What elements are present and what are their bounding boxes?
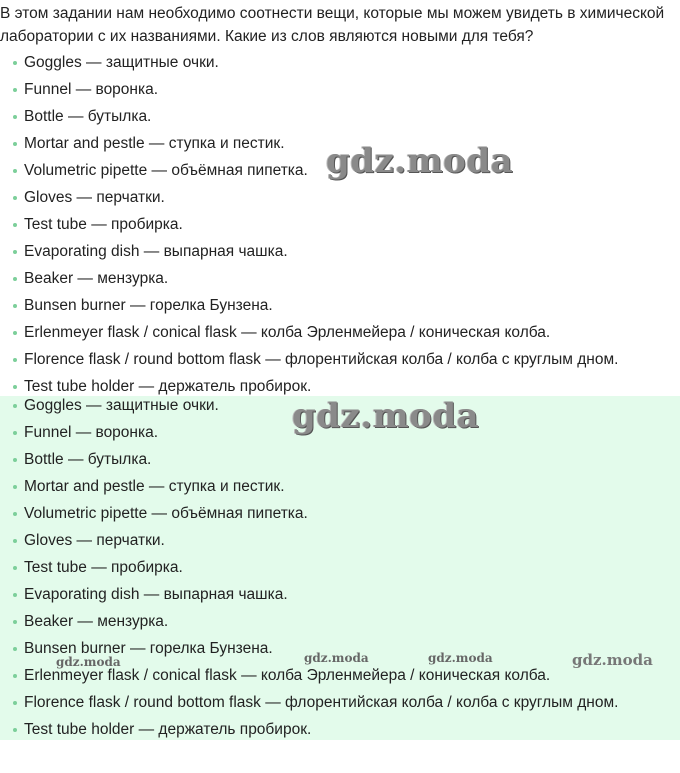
task-intro: В этом задании нам необходимо соотнести вещи, которые мы можем увидеть в химической лаборатории с их названиями. Какие из слов являются новыми для тебя?: [0, 5, 665, 45]
bullet-icon: [13, 358, 17, 362]
list-item-text: Florence flask / round bottom flask — флорентийская колба / колба с круглым дном.: [24, 694, 619, 711]
bullet-icon: [13, 115, 17, 119]
list-item-text: Volumetric pipette — объёмная пипетка.: [24, 162, 308, 179]
list-item: [0, 157, 618, 184]
bullet-icon: [13, 674, 17, 678]
vocab-list-1: [0, 49, 618, 400]
bullet-icon: [13, 88, 17, 92]
list-item-text: Evaporating dish — выпарная чашка.: [24, 586, 288, 603]
list-item-text: Beaker — мензурка.: [24, 270, 169, 287]
watermark: gdz.moda: [326, 141, 514, 181]
list-item-text: Bottle — бутылка.: [24, 451, 152, 468]
list-item-text: Gloves — перчатки.: [24, 532, 165, 549]
list-item: [0, 49, 618, 76]
list-item: [0, 500, 618, 527]
bullet-icon: [13, 728, 17, 732]
bullet-icon: [13, 277, 17, 281]
list-item-text: Test tube holder — держатель пробирок.: [24, 721, 312, 738]
list-item-text: Bunsen burner — горелка Бунзена.: [24, 640, 273, 657]
list-item-text: Gloves — перчатки.: [24, 189, 165, 206]
list-item: [0, 130, 618, 157]
list-item: [0, 527, 618, 554]
list-item-text: Test tube — пробирка.: [24, 559, 183, 576]
watermark: gdz.moda: [292, 396, 480, 436]
bullet-icon: [13, 404, 17, 408]
list-item: [0, 608, 618, 635]
bullet-icon: [13, 701, 17, 705]
list-item: [0, 184, 618, 211]
list-item-text: Volumetric pipette — объёмная пипетка.: [24, 505, 308, 522]
bullet-icon: [13, 142, 17, 146]
list-item-text: Erlenmeyer flask / conical flask — колба Эрленмейера / коническая колба.: [24, 667, 551, 684]
bullet-icon: [13, 431, 17, 435]
list-item: [0, 292, 618, 319]
bullet-icon: [13, 458, 17, 462]
list-item-text: Bunsen burner — горелка Бунзена.: [24, 297, 273, 314]
watermark: gdz.moda: [56, 655, 121, 669]
list-item-text: Mortar and pestle — ступка и пестик.: [24, 135, 285, 152]
list-item: [0, 76, 618, 103]
list-item-text: Bottle — бутылка.: [24, 108, 152, 125]
bullet-icon: [13, 61, 17, 65]
list-item: [0, 554, 618, 581]
bullet-icon: [13, 385, 17, 389]
bullet-icon: [13, 485, 17, 489]
bullet-icon: [13, 566, 17, 570]
bullet-icon: [13, 169, 17, 173]
bullet-icon: [13, 331, 17, 335]
list-item: [0, 473, 618, 500]
list-item-text: Florence flask / round bottom flask — флорентийская колба / колба с круглым дном.: [24, 351, 619, 368]
bullet-icon: [13, 304, 17, 308]
list-item-text: Evaporating dish — выпарная чашка.: [24, 243, 288, 260]
list-item-text: Funnel — воронка.: [24, 81, 159, 98]
list-item: [0, 265, 618, 292]
watermark: gdz.moda: [428, 651, 493, 665]
list-item: [0, 211, 618, 238]
watermark: gdz.moda: [304, 651, 369, 665]
list-item-text: Test tube — пробирка.: [24, 216, 183, 233]
bullet-icon: [13, 196, 17, 200]
list-item: [0, 689, 618, 716]
list-item-text: Mortar and pestle — ступка и пестик.: [24, 478, 285, 495]
bullet-icon: [13, 512, 17, 516]
bullet-icon: [13, 250, 17, 254]
bullet-icon: [13, 223, 17, 227]
list-item-text: Beaker — мензурка.: [24, 613, 169, 630]
bullet-icon: [13, 593, 17, 597]
list-item: [0, 103, 618, 130]
list-item: [0, 319, 618, 346]
list-item: [0, 238, 618, 265]
list-item-text: Goggles — защитные очки.: [24, 397, 219, 414]
list-item: [0, 716, 618, 743]
bullet-icon: [13, 539, 17, 543]
vocab-list-2: [0, 392, 618, 743]
bullet-icon: [13, 647, 17, 651]
list-item-text: Test tube holder — держатель пробирок.: [24, 378, 312, 395]
bullet-icon: [13, 620, 17, 624]
watermark: gdz.moda: [572, 651, 653, 669]
list-item: [0, 581, 618, 608]
list-item-text: Funnel — воронка.: [24, 424, 159, 441]
list-item: [0, 346, 618, 373]
list-item-text: Erlenmeyer flask / conical flask — колба Эрленмейера / коническая колба.: [24, 324, 551, 341]
list-item: [0, 446, 618, 473]
list-item-text: Goggles — защитные очки.: [24, 54, 219, 71]
